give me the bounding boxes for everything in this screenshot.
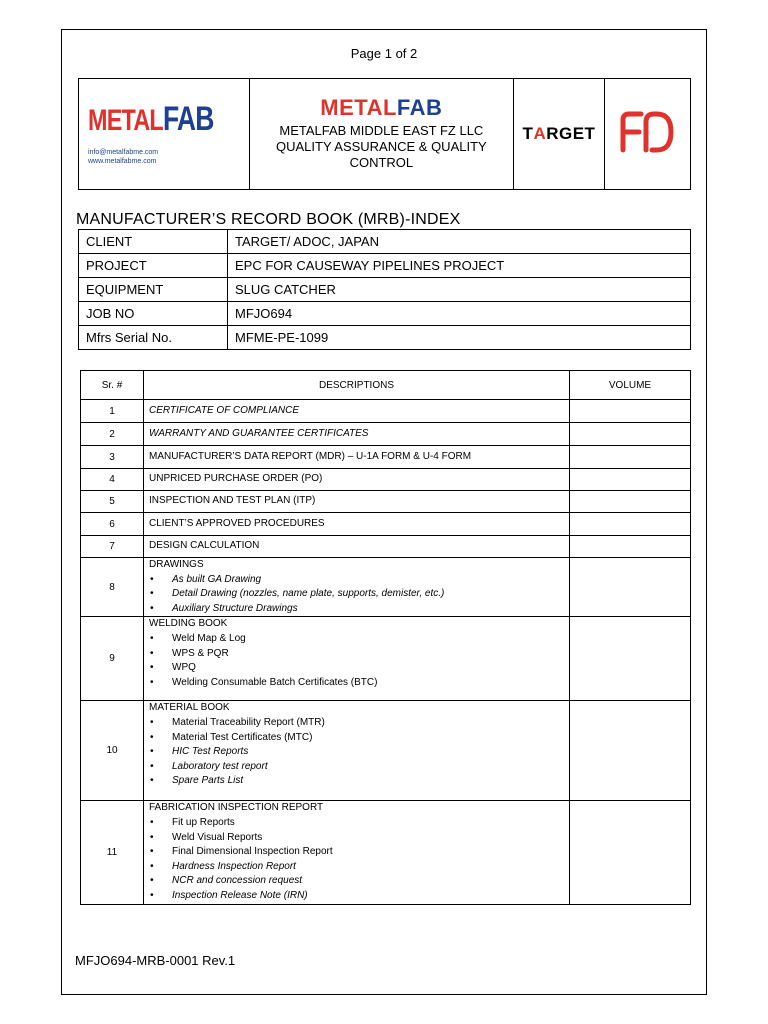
sub-item: • Final Dimensional Inspection Report	[149, 845, 569, 860]
company-brand	[250, 97, 513, 119]
target-logo	[513, 79, 605, 190]
row-number: 5	[81, 491, 144, 513]
volume-cell	[570, 446, 691, 469]
index-row	[81, 801, 691, 905]
row-number: 7	[81, 536, 144, 558]
index-row	[81, 446, 691, 469]
sub-item-list	[149, 716, 569, 789]
metalfab-logo	[88, 102, 214, 136]
document-page	[61, 29, 707, 995]
brand-red-text: METAL	[320, 95, 397, 120]
description-title: DESIGN CALCULATION	[149, 540, 260, 552]
contact-website: www.metalfabme.com	[88, 158, 157, 165]
logo-blue-text: FAB	[162, 100, 214, 138]
sub-item: • WPQ	[149, 661, 569, 676]
sub-item: • Material Test Certificates (MTC)	[149, 731, 569, 746]
row-description	[144, 536, 570, 558]
description-title: MANUFACTURER’S DATA REPORT (MDR) – U-1A FORM & U-4 FORM	[149, 450, 472, 462]
metalfab-logo-cell	[79, 79, 250, 190]
info-label: Mfrs Serial No.	[79, 326, 228, 350]
index-row	[81, 423, 691, 446]
index-row	[81, 558, 691, 617]
volume-cell	[570, 701, 691, 801]
row-description	[144, 801, 570, 905]
info-row	[79, 278, 691, 302]
volume-cell	[570, 491, 691, 513]
company-name: METALFAB MIDDLE EAST FZ LLC	[279, 123, 484, 138]
info-value: MFJO694	[228, 302, 691, 326]
info-label: CLIENT	[79, 230, 228, 254]
company-info-cell	[250, 79, 514, 190]
index-row	[81, 617, 691, 701]
description-title: CERTIFICATE OF COMPLIANCE	[149, 404, 300, 416]
volume-cell	[570, 469, 691, 491]
row-number: 8	[81, 558, 144, 617]
volume-cell	[570, 617, 691, 701]
row-number: 2	[81, 423, 144, 446]
index-row	[81, 400, 691, 423]
fd-logo-cell	[605, 79, 691, 190]
row-description	[144, 400, 570, 423]
row-number: 1	[81, 400, 144, 423]
target-logo-rest: RGET	[546, 124, 596, 143]
sub-item: • Fit up Reports	[149, 816, 569, 831]
row-number: 9	[81, 617, 144, 701]
sub-item-list	[149, 573, 569, 617]
info-row	[79, 254, 691, 278]
index-row	[81, 491, 691, 513]
col-header-descriptions: DESCRIPTIONS	[144, 371, 570, 400]
sub-item: • Spare Parts List	[149, 774, 569, 789]
description-title: FABRICATION INSPECTION REPORT	[149, 802, 324, 814]
mrb-index-table	[80, 370, 691, 905]
volume-cell	[570, 801, 691, 905]
row-number: 4	[81, 469, 144, 491]
equipment-info-table	[78, 229, 691, 350]
sub-item-list	[149, 816, 569, 904]
contact-email: info@metalfabme.com	[88, 149, 159, 156]
description-title: WELDING BOOK	[149, 618, 228, 630]
info-label: EQUIPMENT	[79, 278, 228, 302]
index-row	[81, 469, 691, 491]
col-header-volume: VOLUME	[570, 371, 691, 400]
volume-cell	[570, 536, 691, 558]
index-header-row	[81, 371, 691, 400]
sub-item: • Weld Visual Reports	[149, 831, 569, 846]
info-row	[79, 302, 691, 326]
sub-item: • Detail Drawing (nozzles, name plate, supports, demister, etc.)	[149, 587, 569, 602]
sub-item: • Material Traceability Report (MTR)	[149, 716, 569, 731]
fd-logo-icon	[619, 110, 677, 154]
page-number: Page 1 of 2	[350, 46, 418, 61]
row-number: 6	[81, 513, 144, 536]
sub-item-list	[149, 632, 569, 690]
sub-item: • Weld Map & Log	[149, 632, 569, 647]
description-title: CLIENT’S APPROVED PROCEDURES	[149, 517, 325, 529]
brand-blue-text: FAB	[396, 95, 443, 120]
header-block	[78, 78, 691, 190]
index-row	[81, 536, 691, 558]
info-value: EPC FOR CAUSEWAY PIPELINES PROJECT	[228, 254, 691, 278]
logo-contact	[88, 148, 249, 166]
row-number: 3	[81, 446, 144, 469]
company-department: QUALITY ASSURANCE & QUALITY CONTROL	[275, 139, 487, 170]
sub-item: • Hardness Inspection Report	[149, 860, 569, 875]
sub-item: • As built GA Drawing	[149, 573, 569, 588]
document-title: MANUFACTURER’S RECORD BOOK (MRB)-INDEX	[76, 211, 461, 228]
sub-item: • WPS & PQR	[149, 647, 569, 662]
sub-item: • Inspection Release Note (IRN)	[149, 889, 569, 904]
target-logo-a: A	[533, 124, 547, 143]
index-row	[81, 513, 691, 536]
sub-item: • Auxiliary Structure Drawings	[149, 602, 569, 617]
info-value: TARGET/ ADOC, JAPAN	[228, 230, 691, 254]
volume-cell	[570, 513, 691, 536]
row-description	[144, 469, 570, 491]
row-number: 11	[81, 801, 144, 905]
logo-red-text: METAL	[88, 104, 163, 137]
row-description	[144, 617, 570, 701]
row-description	[144, 446, 570, 469]
index-body	[81, 400, 691, 905]
info-label: JOB NO	[79, 302, 228, 326]
sub-item: • NCR and concession request	[149, 874, 569, 889]
index-row	[81, 701, 691, 801]
sub-item: • HIC Test Reports	[149, 745, 569, 760]
description-title: UNPRICED PURCHASE ORDER (PO)	[149, 473, 323, 485]
col-header-sr: Sr. #	[81, 371, 144, 400]
volume-cell	[570, 400, 691, 423]
description-title: WARRANTY AND GUARANTEE CERTIFICATES	[149, 427, 369, 439]
sub-item: • Welding Consumable Batch Certificates (BTC)	[149, 676, 569, 691]
row-description	[144, 513, 570, 536]
volume-cell	[570, 558, 691, 617]
target-logo-t: T	[522, 124, 534, 143]
info-row	[79, 326, 691, 350]
info-value: MFME-PE-1099	[228, 326, 691, 350]
row-description	[144, 701, 570, 801]
volume-cell	[570, 423, 691, 446]
row-description	[144, 558, 570, 617]
description-title: INSPECTION AND TEST PLAN (ITP)	[149, 495, 316, 507]
row-description	[144, 423, 570, 446]
info-value: SLUG CATCHER	[228, 278, 691, 302]
sub-item: • Laboratory test report	[149, 760, 569, 775]
row-number: 10	[81, 701, 144, 801]
description-title: DRAWINGS	[149, 559, 204, 570]
document-reference: MFJO694-MRB-0001 Rev.1	[75, 953, 236, 968]
info-label: PROJECT	[79, 254, 228, 278]
info-row	[79, 230, 691, 254]
row-description	[144, 491, 570, 513]
description-title: MATERIAL BOOK	[149, 702, 230, 714]
